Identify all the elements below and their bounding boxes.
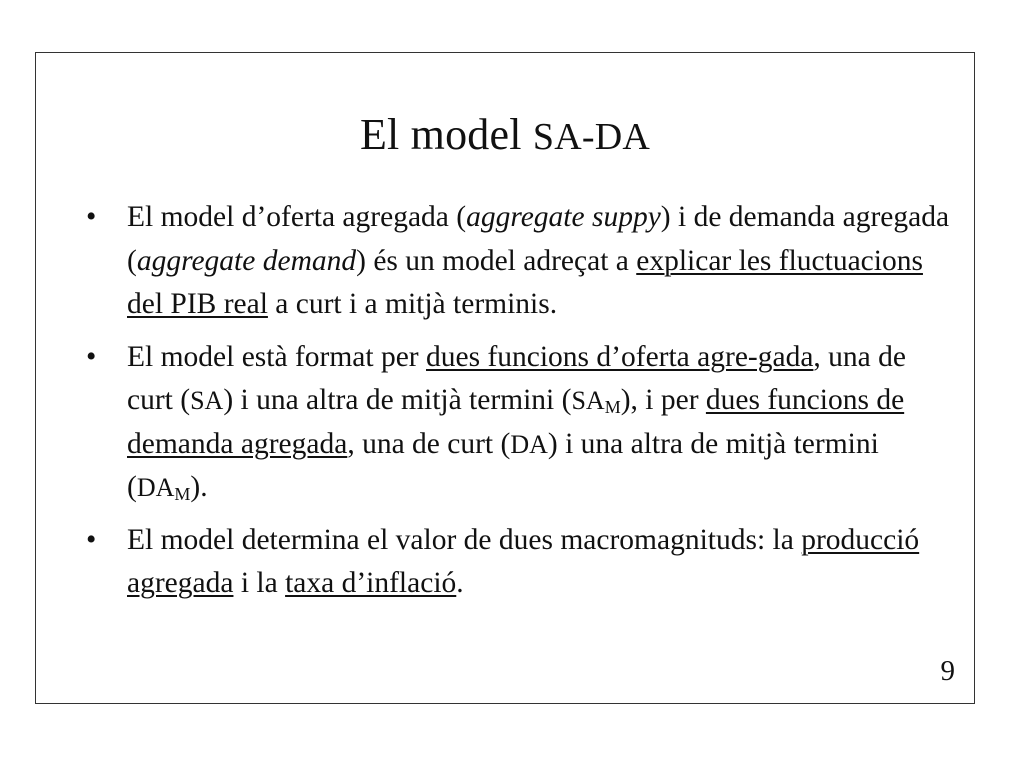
bullet-text: El model determina el valor de dues macromagnituds: la [127,523,802,556]
bullet-item-functions [86,336,956,510]
bullet-text: ) i una altra de mitjà termini ( [223,384,572,416]
underlined-phrase: explicar les fluctuacions del PIB real [127,244,923,320]
underlined-phrase: dues funcions d’oferta agre-gada [426,340,814,373]
bullet-text: a curt i a mitjà terminis. [267,288,558,320]
slide-title-text: El model [359,110,533,159]
bullet-marker: • [86,523,97,556]
page-number: 9 [940,655,955,687]
bullet-marker: • [86,340,97,373]
underlined-phrase: dues funcions de demanda agregada [127,384,905,460]
bullet-text: ), i per [620,384,706,416]
abbreviation-sa: SA [190,386,224,415]
underlined-phrase: producció agregada [127,523,920,599]
bullet-text: El model d’oferta agregada ( [127,201,467,233]
bullet-text: , una de curt ( [127,340,906,416]
subscript-m: M [174,484,191,504]
abbreviation-sa-m: SA [571,386,605,415]
bullet-item-macromagnitudes [86,519,956,606]
abbreviation-da: DA [510,429,548,459]
italic-term: aggregate demand [136,244,357,277]
italic-term: aggregate suppy [466,201,661,233]
bullet-text: i la [233,567,286,599]
bullet-text: El model està format per [127,340,426,373]
bullet-text: ) és un model adreçat a [356,244,637,277]
underlined-phrase: taxa d’inflació [285,567,457,599]
bullet-text: ). [190,471,208,503]
slide-title [36,111,974,161]
slide [35,52,975,704]
bullet-list [86,196,956,606]
bullet-text: ) i una altra de mitjà termini ( [127,427,879,503]
bullet-item-definition [86,196,956,327]
bullet-text: . [456,567,464,599]
subscript-m: M [604,397,621,417]
bullet-text: ) i de demanda agregada ( [127,201,950,277]
slide-title-abbreviation: SA-DA [532,116,650,158]
bullet-text: , una de curt ( [347,427,511,460]
bullet-marker: • [86,201,97,233]
abbreviation-da-m: DA [136,473,175,502]
